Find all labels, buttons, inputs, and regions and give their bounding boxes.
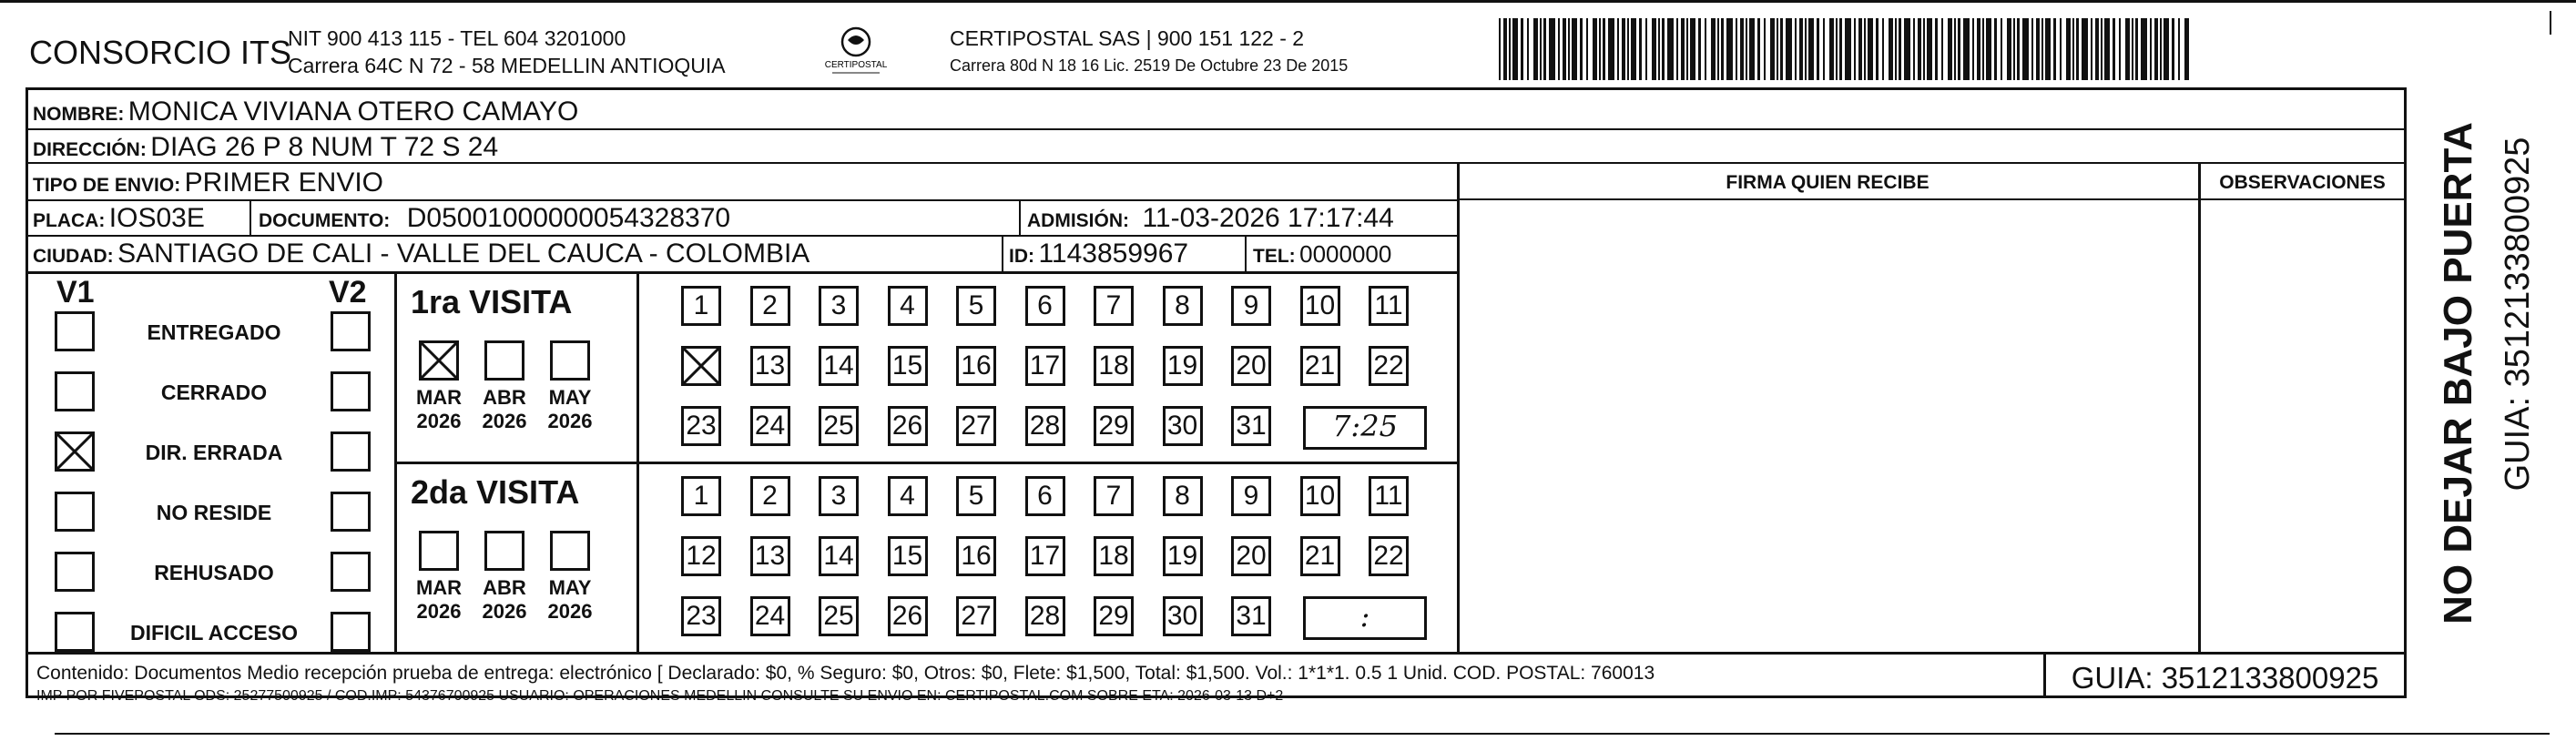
barcode-bar: [1786, 18, 1792, 80]
visit2-day-box[interactable]: 29: [1094, 596, 1134, 636]
barcode-bar: [1726, 18, 1733, 80]
visit1-day-box[interactable]: 5: [956, 286, 996, 326]
visit1-title: 1ra VISITA: [411, 283, 573, 320]
barcode-bar: [1603, 18, 1605, 80]
barcode-bar: [1918, 18, 1921, 80]
barcode-bar: [1764, 18, 1766, 80]
status-v1-checkbox[interactable]: [55, 612, 95, 652]
barcode-bar: [2060, 18, 2062, 80]
visit1-day-box[interactable]: 1: [681, 286, 721, 326]
barcode-bar: [2125, 18, 2130, 80]
nit-line: NIT 900 413 115 - TEL 604 3201000: [288, 26, 626, 50]
status-label: DIR. ERRADA: [145, 441, 283, 464]
visit1-day-box[interactable]: 30: [1163, 406, 1203, 446]
status-v1-checkbox[interactable]: [55, 492, 95, 532]
visit1-day-box[interactable]: 26: [888, 406, 928, 446]
tipo-envio-value: PRIMER ENVIO: [184, 167, 384, 198]
admision-value: 11-03-2026 17:17:44: [1142, 203, 1394, 233]
barcode-bar: [1799, 18, 1803, 80]
visit2-day-box[interactable]: 10: [1300, 476, 1340, 516]
barcode-bar: [1986, 18, 1991, 80]
barcode-bar: [2178, 18, 2180, 80]
barcode-bar: [1808, 18, 1814, 80]
visit2-day-box[interactable]: 28: [1025, 596, 1065, 636]
barcode-bar: [1954, 18, 1956, 80]
barcode-bar: [1543, 18, 1546, 80]
barcode-bar: [2104, 18, 2110, 80]
certipostal-logo: [810, 25, 901, 76]
observaciones-area[interactable]: [2201, 201, 2404, 652]
barcode-bar: [1904, 18, 1910, 80]
barcode-bar: [1698, 18, 1701, 80]
barcode-bar: [1676, 18, 1678, 80]
barcode-bar: [1639, 18, 1642, 80]
barcode-bar: [1845, 18, 1851, 80]
guia-box: GUIA: 3512133800925: [2071, 661, 2379, 695]
barcode-bar: [1958, 18, 1960, 80]
visit2-day-box[interactable]: 1: [681, 476, 721, 516]
status-label: NO RESIDE: [156, 501, 272, 524]
barcode-bar: [1533, 18, 1538, 80]
visit1-day-box[interactable]: 13: [750, 346, 790, 386]
barcode-bar: [2072, 18, 2074, 80]
barcode-bar: [1963, 18, 1970, 80]
barcode-bar: [2091, 18, 2092, 80]
visit1-year-label: 2026: [416, 410, 462, 432]
visit2-month-label: MAR: [415, 576, 463, 599]
visit2-day-box[interactable]: 6: [1025, 476, 1065, 516]
documento-value: D05001000000054328370: [406, 203, 731, 233]
status-label: REHUSADO: [154, 561, 274, 584]
visit1-day-box[interactable]: 8: [1163, 286, 1203, 326]
barcode-bar: [1948, 18, 1952, 80]
barcode-bar: [2101, 18, 2103, 80]
barcode-bar: [1876, 18, 1879, 80]
visit2-year-label: 2026: [482, 600, 527, 623]
status-label: CERRADO: [160, 381, 268, 404]
barcode-bar: [1736, 18, 1737, 80]
visit2-day-box[interactable]: 5: [956, 476, 996, 516]
visit2-day-box[interactable]: 25: [819, 596, 859, 636]
barcode-bar: [2119, 18, 2121, 80]
barcode-bar: [1899, 18, 1901, 80]
barcode-bar: [1658, 18, 1660, 80]
barcode-bar: [1868, 18, 1873, 80]
barcode-bar: [1913, 18, 1915, 80]
visit1-day-box[interactable]: 28: [1025, 406, 1065, 446]
status-v2-checkbox[interactable]: [331, 431, 371, 472]
v2-label: V2: [329, 275, 367, 310]
direccion-label: DIRECCIÓN:: [33, 139, 147, 160]
visit1-day-box[interactable]: 9: [1231, 286, 1271, 326]
visit2-day-box[interactable]: 20: [1231, 536, 1271, 576]
barcode-bar: [2041, 18, 2043, 80]
barcode-bar: [1858, 18, 1862, 80]
id-label: ID:: [1009, 246, 1034, 267]
barcode-bar: [1977, 18, 1980, 80]
company-name: CONSORCIO ITS: [29, 34, 292, 71]
svg-text:CERTIPOSTAL: CERTIPOSTAL: [824, 60, 888, 70]
visit1-day-box[interactable]: 18: [1094, 346, 1134, 386]
barcode-bar: [2135, 18, 2138, 80]
direccion-value: DIAG 26 P 8 NUM T 72 S 24: [150, 132, 499, 162]
barcode-bar: [1829, 18, 1834, 80]
visit2-month-label: MAY: [548, 576, 592, 599]
nombre-label: NOMBRE:: [33, 104, 125, 125]
visit2-day-box[interactable]: 27: [956, 596, 996, 636]
status-v1-checkbox[interactable]: [55, 311, 95, 351]
visit2-day-box[interactable]: 16: [956, 536, 996, 576]
visit2-day-box[interactable]: 9: [1231, 476, 1271, 516]
barcode-bar: [1580, 18, 1583, 80]
barcode-bar: [1622, 18, 1625, 80]
barcode-bar: [1586, 18, 1588, 80]
barcode-bar: [2031, 18, 2033, 80]
visit1-month-label: MAR: [415, 386, 463, 409]
barcode-bar: [1690, 18, 1695, 80]
visit2-year-label: 2026: [547, 600, 593, 623]
status-v2-checkbox[interactable]: [331, 492, 371, 532]
visit1-day-box[interactable]: 21: [1300, 346, 1340, 386]
visit1-day-box[interactable]: 31: [1231, 406, 1271, 446]
barcode-bar: [2036, 18, 2040, 80]
barcode-bar: [2082, 18, 2088, 80]
barcode-bar: [1836, 18, 1838, 80]
barcode-bar: [2076, 18, 2079, 80]
barcode-bar: [1780, 18, 1783, 80]
visit2-year-label: 2026: [416, 600, 462, 623]
barcode-bar: [2150, 18, 2152, 80]
barcode-bar: [2132, 18, 2133, 80]
firma-header: FIRMA QUIEN RECIBE: [1726, 172, 1929, 193]
visit2-day-box[interactable]: 21: [1300, 536, 1340, 576]
status-v2-checkbox[interactable]: [331, 612, 371, 652]
tel-label: TEL:: [1253, 246, 1296, 267]
visit2-day-box[interactable]: 31: [1231, 596, 1271, 636]
barcode-bar: [1972, 18, 1974, 80]
placa-label: PLACA:: [33, 210, 106, 231]
visit1-month-checkbox[interactable]: [484, 340, 524, 381]
visit1-day-box[interactable]: 15: [888, 346, 928, 386]
placa-value: IOS03E: [108, 203, 205, 233]
barcode-bar: [1572, 18, 1577, 80]
visit2-day-box[interactable]: 30: [1163, 596, 1203, 636]
visit2-day-box[interactable]: 19: [1163, 536, 1203, 576]
barcode-bar: [1740, 18, 1744, 80]
visit1-day-box[interactable]: 14: [819, 346, 859, 386]
barcode-bar: [1631, 18, 1636, 80]
ciudad-value: SANTIAGO DE CALI - VALLE DEL CAUCA - COLOMBIA: [117, 239, 810, 269]
status-label: ENTREGADO: [147, 320, 281, 344]
status-v2-checkbox[interactable]: [331, 311, 371, 351]
visit1-day-box[interactable]: 19: [1163, 346, 1203, 386]
carrier-line: CERTIPOSTAL SAS | 900 151 122 - 2: [950, 26, 1305, 50]
visit2-day-box[interactable]: 3: [819, 476, 859, 516]
barcode-bar: [2001, 18, 2002, 80]
barcode-bar: [2007, 18, 2011, 80]
visit2-day-box[interactable]: 4: [888, 476, 928, 516]
status-v2-checkbox[interactable]: [331, 371, 371, 411]
visit1-day-box[interactable]: 25: [819, 406, 859, 446]
visit2-month-label: ABR: [483, 576, 526, 599]
visit1-year-label: 2026: [482, 410, 527, 432]
barcode-bar: [1549, 18, 1555, 80]
visit1-time-box[interactable]: 7:25: [1303, 406, 1427, 450]
ciudad-label: CIUDAD:: [33, 246, 114, 267]
observaciones-header: OBSERVACIONES: [2219, 172, 2386, 193]
barcode-bar: [1652, 18, 1656, 80]
barcode-bar: [1499, 18, 1501, 80]
barcode-bar: [1593, 18, 1597, 80]
barcode-bar: [2053, 18, 2056, 80]
visit1-month-label: MAY: [548, 386, 592, 409]
barcode-bar: [1711, 18, 1716, 80]
visit2-day-box[interactable]: 2: [750, 476, 790, 516]
barcode-bar: [1927, 18, 1932, 80]
imp-line: IMP POR FIVEPOSTAL ODS: 25277500925 / COD.IMP: 54376700925 USUARIO: OPERACIONES MEDELLIN CONSULTE SU ENVIO EN: CERTIPOSTAL.COM SOBRE ETA: 2026-03-13 D+2: [36, 688, 1284, 704]
barcode-bar: [1509, 18, 1511, 80]
status-v2-checkbox[interactable]: [331, 552, 371, 592]
no-dejar-warning: NO DEJAR BAJO PUERTA: [2436, 122, 2480, 624]
barcode-bar: [1645, 18, 1647, 80]
barcode-bar: [2172, 18, 2174, 80]
barcode-bar: [1617, 18, 1619, 80]
barcode-bar: [2164, 18, 2169, 80]
barcode-bar: [2160, 18, 2162, 80]
visit2-day-box[interactable]: 22: [1369, 536, 1409, 576]
carrier-sub: Carrera 80d N 18 16 Lic. 2519 De Octubre 23 De 2015: [950, 56, 1349, 75]
barcode-bar: [1608, 18, 1614, 80]
barcode-bar: [1923, 18, 1925, 80]
barcode-bar: [1662, 18, 1665, 80]
barcode-bar: [1817, 18, 1819, 80]
visit1-day-box[interactable]: 3: [819, 286, 859, 326]
visit1-day-box[interactable]: 22: [1369, 346, 1409, 386]
visit1-month-label: ABR: [483, 386, 526, 409]
visit1-day-box[interactable]: 2: [750, 286, 790, 326]
barcode-bar: [1717, 18, 1719, 80]
barcode-bar: [1935, 18, 1938, 80]
barcode-bar: [1854, 18, 1856, 80]
visit1-day-box[interactable]: [681, 346, 721, 386]
barcode-bar: [2066, 18, 2071, 80]
barcode-bar: [1512, 18, 1518, 80]
visit2-day-box[interactable]: 24: [750, 596, 790, 636]
barcode-bar: [1823, 18, 1825, 80]
barcode-bar: [1681, 18, 1685, 80]
barcode-bar: [1889, 18, 1893, 80]
barcode-bar: [1746, 18, 1747, 80]
visit2-time-box[interactable]: :: [1303, 596, 1427, 640]
visit2-month-checkbox[interactable]: [484, 531, 524, 571]
barcode-bar: [1627, 18, 1629, 80]
visit1-day-box[interactable]: 29: [1094, 406, 1134, 446]
admision-label: ADMISIÓN:: [1027, 210, 1129, 231]
barcode-bar: [1749, 18, 1755, 80]
visit1-day-box[interactable]: 20: [1231, 346, 1271, 386]
visit2-day-box[interactable]: 13: [750, 536, 790, 576]
visit1-day-box[interactable]: 24: [750, 406, 790, 446]
barcode-bar: [2184, 18, 2189, 80]
visit1-month-checkbox[interactable]: [419, 340, 459, 381]
visit1-day-box[interactable]: 11: [1369, 286, 1409, 326]
barcode-bar: [1563, 18, 1566, 80]
visit2-day-box[interactable]: 15: [888, 536, 928, 576]
barcode-bar: [2095, 18, 2099, 80]
barcode-bar: [2017, 18, 2020, 80]
visit1-month-checkbox[interactable]: [550, 340, 590, 381]
visit2-day-box[interactable]: 7: [1094, 476, 1134, 516]
v1-label: V1: [56, 275, 95, 310]
visit2-month-checkbox[interactable]: [550, 531, 590, 571]
barcode-bar: [2013, 18, 2015, 80]
visit2-day-box[interactable]: 18: [1094, 536, 1134, 576]
status-label: DIFICIL ACCESO: [129, 621, 298, 645]
barcode-bar: [2154, 18, 2158, 80]
visit2-day-box[interactable]: 23: [681, 596, 721, 636]
barcode-bar: [1770, 18, 1775, 80]
visit1-day-box[interactable]: 16: [956, 346, 996, 386]
visit2-day-box[interactable]: 26: [888, 596, 928, 636]
barcode-bar: [1941, 18, 1943, 80]
visit1-day-box[interactable]: 6: [1025, 286, 1065, 326]
barcode-bar: [1686, 18, 1688, 80]
visit1-day-box[interactable]: 4: [888, 286, 928, 326]
barcode-bar: [2022, 18, 2029, 80]
visit2-day-box[interactable]: 11: [1369, 476, 1409, 516]
barcode-bar: [1599, 18, 1601, 80]
visit1-year-label: 2026: [547, 410, 593, 432]
barcode-bar: [1864, 18, 1866, 80]
visit2-day-box[interactable]: 8: [1163, 476, 1203, 516]
barcode-bar: [1721, 18, 1724, 80]
tel-value: 0000000: [1299, 240, 1392, 268]
visit1-day-box[interactable]: 27: [956, 406, 996, 446]
barcode-bar: [1795, 18, 1797, 80]
documento-label: DOCUMENTO:: [259, 210, 391, 231]
barcode-bar: [1994, 18, 1997, 80]
status-v1-checkbox[interactable]: [55, 431, 95, 472]
firma-signature-area[interactable]: [1460, 201, 2198, 652]
visit2-month-checkbox[interactable]: [419, 531, 459, 571]
barcode-bar: [1805, 18, 1807, 80]
barcode-bar: [1667, 18, 1674, 80]
side-guia: GUIA: 3512133800925: [2499, 137, 2537, 492]
barcode-bar: [1568, 18, 1570, 80]
barcode-bar: [1982, 18, 1984, 80]
barcode: [1499, 18, 2196, 80]
barcode-bar: [1839, 18, 1842, 80]
visit2-title: 2da VISITA: [411, 473, 580, 511]
barcode-bar: [1527, 18, 1529, 80]
contenido-line: Contenido: Documentos Medio recepción prueba de entrega: electrónico [ Declarado: $0, % Seguro: $0, Otros: $0, Flete: $1,500, Total: $1,500. Vol.: 1*1*1. 0.5 1 Unid. COD. POSTAL: 760013: [36, 663, 1655, 684]
id-value: 1143859967: [1038, 239, 1189, 269]
barcode-bar: [1757, 18, 1760, 80]
visit2-day-box[interactable]: 17: [1025, 536, 1065, 576]
status-v1-checkbox[interactable]: [55, 371, 95, 411]
visit2-day-box[interactable]: 12: [681, 536, 721, 576]
barcode-bar: [1521, 18, 1523, 80]
barcode-bar: [1705, 18, 1706, 80]
visit1-day-box[interactable]: 23: [681, 406, 721, 446]
visit1-day-box[interactable]: 7: [1094, 286, 1134, 326]
barcode-bar: [1895, 18, 1897, 80]
barcode-bar: [2141, 18, 2147, 80]
visit1-day-box[interactable]: 10: [1300, 286, 1340, 326]
nombre-value: MONICA VIVIANA OTERO CAMAYO: [127, 96, 579, 127]
barcode-bar: [2113, 18, 2115, 80]
barcode-bar: [1503, 18, 1507, 80]
address-line: Carrera 64C N 72 - 58 MEDELLIN ANTIOQUIA: [288, 54, 726, 77]
visit1-day-box[interactable]: 17: [1025, 346, 1065, 386]
barcode-bar: [2045, 18, 2051, 80]
barcode-bar: [1882, 18, 1884, 80]
barcode-bar: [1558, 18, 1560, 80]
visit2-day-box[interactable]: 14: [819, 536, 859, 576]
tipo-envio-label: TIPO DE ENVIO:: [33, 175, 181, 196]
status-v1-checkbox[interactable]: [55, 552, 95, 592]
barcode-bar: [1777, 18, 1778, 80]
barcode-bar: [1540, 18, 1542, 80]
